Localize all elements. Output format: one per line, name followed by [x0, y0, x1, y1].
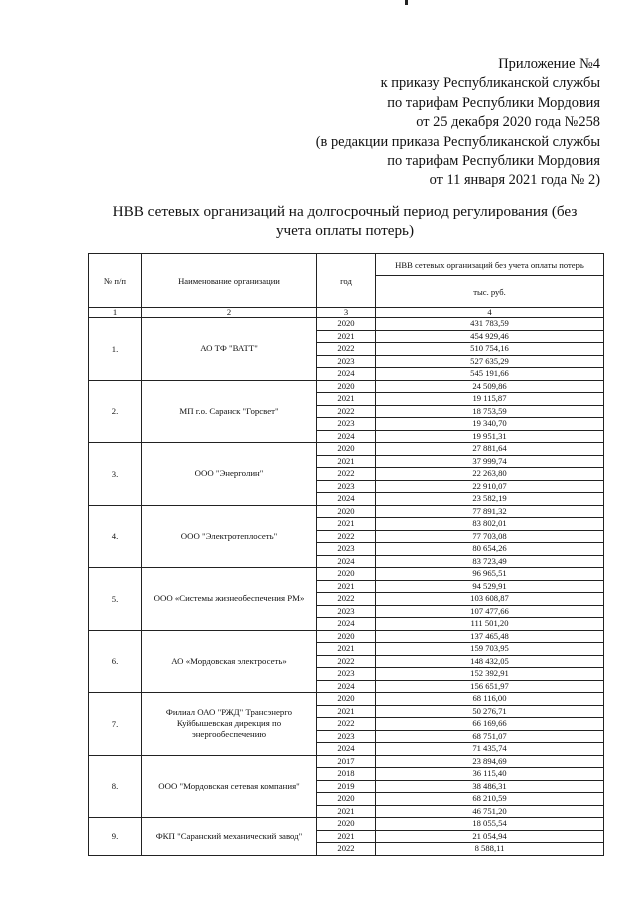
- scan-mark: [405, 0, 408, 5]
- year-cell: 2024: [317, 618, 376, 631]
- value-cell: 80 654,26: [376, 543, 604, 556]
- nvv-table: [88, 253, 604, 856]
- column-index: 1: [89, 308, 142, 318]
- year-cell: 2024: [317, 430, 376, 443]
- year-cell: 2023: [317, 605, 376, 618]
- document-title: [85, 202, 605, 240]
- year-cell: 2018: [317, 768, 376, 781]
- value-cell: 23 894,69: [376, 755, 604, 768]
- table-row: [89, 693, 604, 706]
- year-cell: 2021: [317, 830, 376, 843]
- year-cell: 2024: [317, 555, 376, 568]
- year-cell: 2024: [317, 368, 376, 381]
- value-cell: 103 608,87: [376, 593, 604, 606]
- value-cell: 83 802,01: [376, 518, 604, 531]
- org-name: ООО "Энерголин": [142, 443, 317, 506]
- value-cell: 152 392,91: [376, 668, 604, 681]
- year-cell: 2024: [317, 680, 376, 693]
- org-number: 4.: [89, 505, 142, 568]
- value-cell: 24 509,86: [376, 380, 604, 393]
- value-cell: 111 501,20: [376, 618, 604, 631]
- year-cell: 2020: [317, 443, 376, 456]
- year-cell: 2021: [317, 393, 376, 406]
- org-number: 1.: [89, 318, 142, 381]
- year-cell: 2023: [317, 668, 376, 681]
- value-cell: 137 465,48: [376, 630, 604, 643]
- org-name: ООО «Системы жизнеобеспечения РМ»: [142, 568, 317, 631]
- table-row: [89, 443, 604, 456]
- year-cell: 2022: [317, 405, 376, 418]
- value-cell: 36 115,40: [376, 768, 604, 781]
- table-header: [89, 254, 604, 318]
- org-name: ООО "Электротеплосеть": [142, 505, 317, 568]
- value-cell: 19 115,87: [376, 393, 604, 406]
- year-cell: 2023: [317, 543, 376, 556]
- year-cell: 2023: [317, 480, 376, 493]
- value-cell: 527 635,29: [376, 355, 604, 368]
- year-cell: 2022: [317, 655, 376, 668]
- annex-header: [180, 55, 600, 191]
- year-cell: 2022: [317, 843, 376, 856]
- year-cell: 2020: [317, 693, 376, 706]
- year-cell: 2022: [317, 343, 376, 356]
- org-name: ООО "Мордовская сетевая компания": [142, 755, 317, 818]
- year-cell: 2021: [317, 455, 376, 468]
- value-cell: 156 651,97: [376, 680, 604, 693]
- table-row: [89, 505, 604, 518]
- value-cell: 19 951,31: [376, 430, 604, 443]
- value-cell: 22 910,07: [376, 480, 604, 493]
- year-cell: 2022: [317, 530, 376, 543]
- table-row: [89, 380, 604, 393]
- year-cell: 2020: [317, 568, 376, 581]
- year-cell: 2019: [317, 780, 376, 793]
- value-cell: 454 929,46: [376, 330, 604, 343]
- annex-line: по тарифам Республики Мордовия: [387, 153, 600, 170]
- header-value: НВВ сетевых организаций без учета оплаты потерь: [376, 254, 604, 276]
- title-line: учета оплаты потерь): [275, 222, 415, 239]
- annex-line: от 25 декабря 2020 года №258: [416, 114, 600, 131]
- value-cell: 159 703,95: [376, 643, 604, 656]
- header-name: Наименование организации: [142, 254, 317, 308]
- year-cell: 2020: [317, 818, 376, 831]
- header-year: год: [317, 254, 376, 308]
- value-cell: 77 703,08: [376, 530, 604, 543]
- value-cell: 68 751,07: [376, 730, 604, 743]
- value-cell: 431 783,59: [376, 318, 604, 331]
- table-row: [89, 755, 604, 768]
- year-cell: 2021: [317, 580, 376, 593]
- value-cell: 68 210,59: [376, 793, 604, 806]
- value-cell: 37 999,74: [376, 455, 604, 468]
- annex-line: к приказу Республиканской службы: [380, 75, 600, 92]
- value-cell: 71 435,74: [376, 743, 604, 756]
- value-cell: 22 263,80: [376, 468, 604, 481]
- year-cell: 2024: [317, 743, 376, 756]
- value-cell: 148 432,05: [376, 655, 604, 668]
- annex-line: Приложение №4: [498, 56, 600, 72]
- value-cell: 50 276,71: [376, 705, 604, 718]
- year-cell: 2020: [317, 630, 376, 643]
- org-number: 8.: [89, 755, 142, 818]
- column-index: 2: [142, 308, 317, 318]
- value-cell: 94 529,91: [376, 580, 604, 593]
- value-cell: 19 340,70: [376, 418, 604, 431]
- org-name: АО ТФ "ВАТТ": [142, 318, 317, 381]
- value-cell: 83 723,49: [376, 555, 604, 568]
- value-cell: 18 753,59: [376, 405, 604, 418]
- value-cell: 96 965,51: [376, 568, 604, 581]
- value-cell: 77 891,32: [376, 505, 604, 518]
- value-cell: 510 754,16: [376, 343, 604, 356]
- value-cell: 23 582,19: [376, 493, 604, 506]
- year-cell: 2023: [317, 355, 376, 368]
- value-cell: 107 477,66: [376, 605, 604, 618]
- value-cell: 545 191,66: [376, 368, 604, 381]
- org-number: 3.: [89, 443, 142, 506]
- org-number: 9.: [89, 818, 142, 856]
- annex-line: по тарифам Республики Мордовия: [387, 94, 600, 111]
- column-index: 3: [317, 308, 376, 318]
- value-cell: 27 881,64: [376, 443, 604, 456]
- org-number: 2.: [89, 380, 142, 443]
- title-line: НВВ сетевых организаций на долгосрочный период регулирования (без: [112, 203, 578, 220]
- year-cell: 2022: [317, 718, 376, 731]
- org-number: 5.: [89, 568, 142, 631]
- year-cell: 2023: [317, 418, 376, 431]
- year-cell: 2022: [317, 468, 376, 481]
- org-name: АО «Мордовская электросеть»: [142, 630, 317, 693]
- value-cell: 46 751,20: [376, 805, 604, 818]
- org-number: 7.: [89, 693, 142, 756]
- org-name: Филиал ОАО "РЖД" Трансэнерго Куйбышевская дирекция по энергообеспечению: [142, 693, 317, 756]
- year-cell: 2021: [317, 705, 376, 718]
- year-cell: 2020: [317, 380, 376, 393]
- year-cell: 2020: [317, 793, 376, 806]
- org-name: МП г.о. Саранск "Горсвет": [142, 380, 317, 443]
- value-cell: 18 055,54: [376, 818, 604, 831]
- org-number: 6.: [89, 630, 142, 693]
- column-index: 4: [376, 308, 604, 318]
- table-body: [89, 318, 604, 856]
- table-row: [89, 630, 604, 643]
- value-cell: 66 169,66: [376, 718, 604, 731]
- table-row: [89, 818, 604, 831]
- year-cell: 2021: [317, 330, 376, 343]
- org-name: ФКП "Саранский механический завод": [142, 818, 317, 856]
- year-cell: 2021: [317, 643, 376, 656]
- value-cell: 8 588,11: [376, 843, 604, 856]
- year-cell: 2022: [317, 593, 376, 606]
- year-cell: 2024: [317, 493, 376, 506]
- year-cell: 2021: [317, 518, 376, 531]
- header-unit: тыс. руб.: [376, 276, 604, 308]
- year-cell: 2021: [317, 805, 376, 818]
- value-cell: 38 486,31: [376, 780, 604, 793]
- year-cell: 2017: [317, 755, 376, 768]
- table-row: [89, 318, 604, 331]
- value-cell: 68 116,00: [376, 693, 604, 706]
- header-num: № п/п: [89, 254, 142, 308]
- year-cell: 2023: [317, 730, 376, 743]
- value-cell: 21 054,94: [376, 830, 604, 843]
- year-cell: 2020: [317, 318, 376, 331]
- table-row: [89, 568, 604, 581]
- annex-line: от 11 января 2021 года № 2): [429, 172, 600, 189]
- annex-line: (в редакции приказа Республиканской службы: [315, 133, 600, 150]
- year-cell: 2020: [317, 505, 376, 518]
